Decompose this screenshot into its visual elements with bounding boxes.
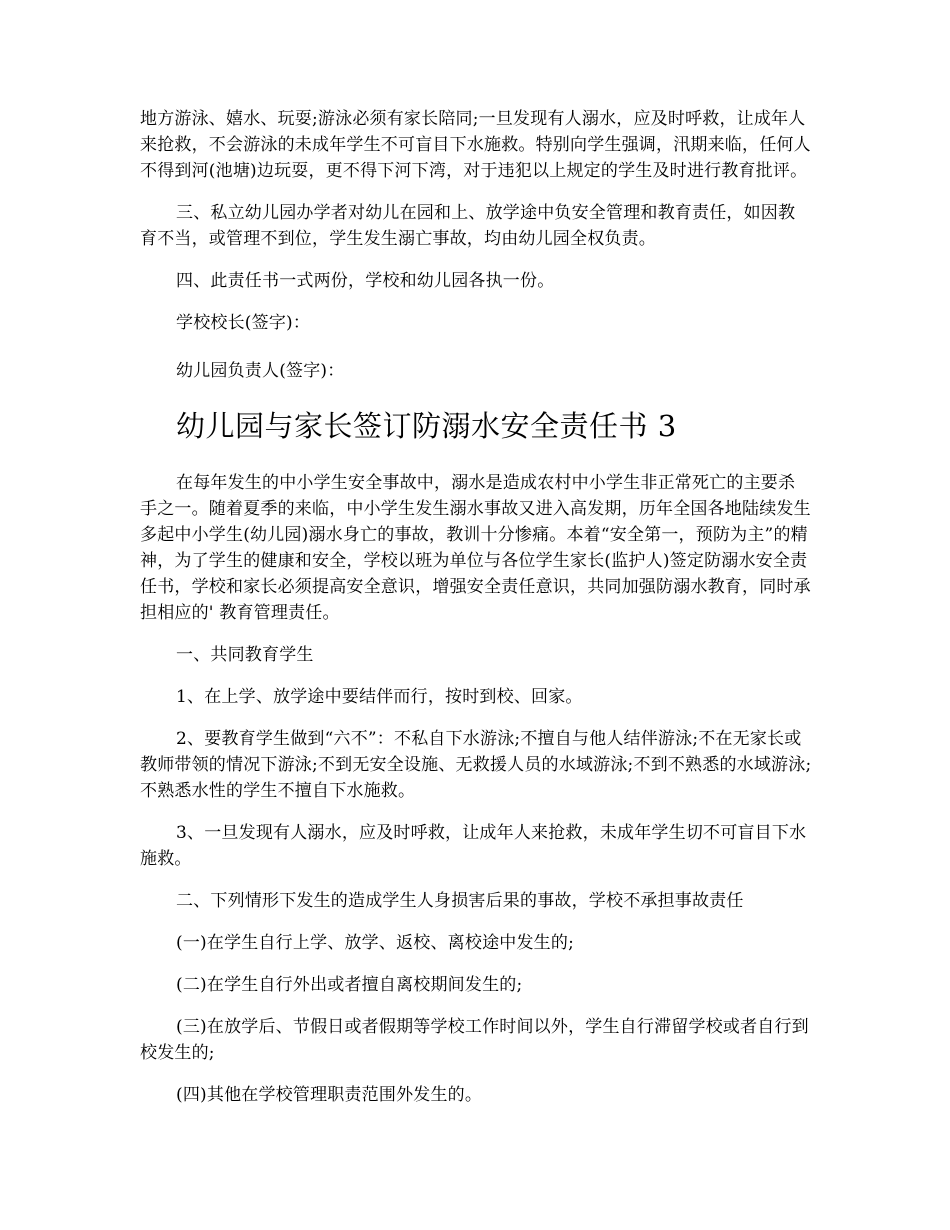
paragraph-continued: 地方游泳、嬉水、玩耍;游泳必须有家长陪同;一旦发现有人溺水，应及时呼救，让成年人来抢救，不会游泳的未成年学生不可盲目下水施救。特别向学生强调，汛期来临，任何人不得到河(池塘)边玩耍，更不得下河下湾，对于违犯以上规定的学生及时进行教育批评。 [140,109,811,181]
section-one-heading: 一、共同教育学生 [176,645,314,665]
section-two-item-1: (一)在学生自行上学、放学、返校、离校途中发生的; [176,933,574,953]
section-one-item-3: 3、一旦发现有人溺水，应及时呼救，让成年人来抢救，未成年学生切不可盲目下水施救。 [140,823,807,869]
section-two-item-4: (四)其他在学校管理职责范围外发生的。 [176,1085,483,1105]
section-two-heading: 二、下列情形下发生的造成学生人身损害后果的事故，学校不承担事故责任 [176,891,744,911]
section-one-item-1: 1、在上学、放学途中要结伴而行，按时到校、回家。 [176,687,583,707]
section-two-item-2: (二)在学生自行外出或者擅自离校期间发生的; [176,975,523,995]
signature-kindergarten: 幼儿园负责人(签字)： [176,361,345,381]
paragraph-clause-three: 三、私立幼儿园办学者对幼儿在园和上、放学途中负安全管理和教育责任，如因教育不当，或管理不到位，学生发生溺亡事故，均由幼儿园全权负责。 [140,203,796,249]
document-page [140,106,812,1124]
paragraph-clause-four: 四、此责任书一式两份，学校和幼儿园各执一份。 [176,271,555,291]
document-title: 幼儿园与家长签订防溺水安全责任书 3 [176,409,677,443]
section-two-item-3: (三)在放学后、节假日或者假期等学校工作时间以外，学生自行滞留学校或者自行到校发生的; [140,1017,809,1063]
section-one-item-2: 2、要教育学生做到“六不”：不私自下水游泳;不擅自与他人结伴游泳;不在无家长或教师带领的情况下游泳;不到无安全设施、无救援人员的水域游泳;不到不熟悉的水域游泳;不熟悉水性的学生不擅自下水施救。 [140,729,812,801]
signature-principal: 学校校长(签字)： [176,313,311,333]
paragraph-intro: 在每年发生的中小学生安全事故中，溺水是造成农村中小学生非正常死亡的主要杀手之一。随着夏季的来临，中小学生发生溺水事故又进入高发期，历年全国各地陆续发生多起中小学生(幼儿园)溺水身亡的事故，教训十分惨痛。本着“安全第一，预防为主”的精神，为了学生的健康和安全，学校以班为单位与各位学生家长(监护人)签定防溺水安全责任书，学校和家长必须提高安全意识，增强安全责任意识，共同加强防溺水教育，同时承担相应的' 教育管理责任。 [140,473,811,623]
